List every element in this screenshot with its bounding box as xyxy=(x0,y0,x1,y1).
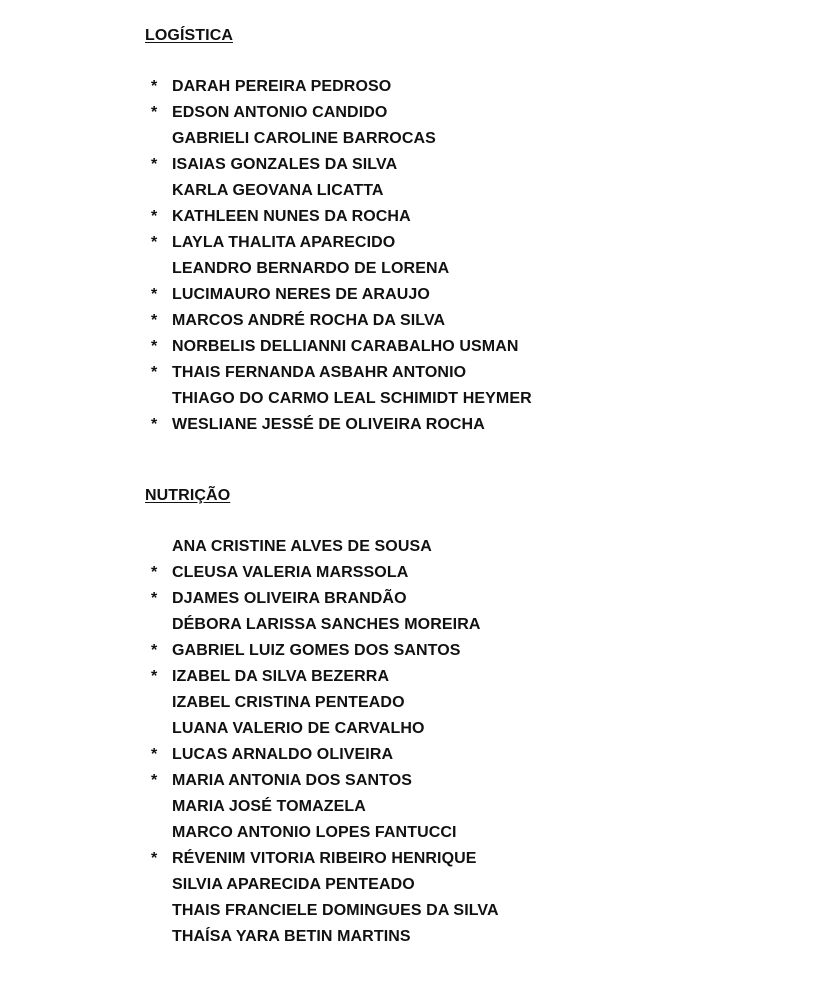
person-name: MARCO ANTONIO LOPES FANTUCCI xyxy=(172,824,457,841)
asterisk-marker: * xyxy=(151,338,158,355)
list-item xyxy=(0,690,833,716)
person-name: MARIA ANTONIA DOS SANTOS xyxy=(172,772,413,789)
list-item xyxy=(0,612,833,638)
section-title: NUTRIÇÃO xyxy=(145,487,231,504)
asterisk-marker: * xyxy=(151,850,158,867)
asterisk-marker: * xyxy=(151,642,158,659)
list-item xyxy=(0,560,833,586)
asterisk-marker: * xyxy=(151,312,158,329)
asterisk-marker: * xyxy=(151,564,158,581)
asterisk-marker: * xyxy=(151,234,158,251)
asterisk-marker: * xyxy=(151,286,158,303)
list-item xyxy=(0,898,833,924)
list-item xyxy=(0,846,833,872)
list-item xyxy=(0,360,833,386)
asterisk-marker: * xyxy=(151,590,158,607)
list-item xyxy=(0,282,833,308)
list-item xyxy=(0,586,833,612)
person-name: IZABEL CRISTINA PENTEADO xyxy=(172,694,405,711)
person-name: LUCAS ARNALDO OLIVEIRA xyxy=(172,746,394,763)
person-name: MARIA JOSÉ TOMAZELA xyxy=(172,798,366,815)
list-item xyxy=(0,308,833,334)
list-item xyxy=(0,638,833,664)
asterisk-marker: * xyxy=(151,668,158,685)
list-item xyxy=(0,872,833,898)
list-item xyxy=(0,716,833,742)
list-item xyxy=(0,100,833,126)
person-name: LUANA VALERIO DE CARVALHO xyxy=(172,720,425,737)
person-name: DARAH PEREIRA PEDROSO xyxy=(172,78,392,95)
person-name: THAIS FERNANDA ASBAHR ANTONIO xyxy=(172,364,467,381)
person-name: THAIS FRANCIELE DOMINGUES DA SILVA xyxy=(172,902,499,919)
person-name: CLEUSA VALERIA MARSSOLA xyxy=(172,564,409,581)
person-name: RÉVENIM VITORIA RIBEIRO HENRIQUE xyxy=(172,850,477,867)
person-name: DÉBORA LARISSA SANCHES MOREIRA xyxy=(172,616,481,633)
list-item xyxy=(0,768,833,794)
person-name: IZABEL DA SILVA BEZERRA xyxy=(172,668,390,685)
person-name: MARCOS ANDRÉ ROCHA DA SILVA xyxy=(172,312,446,329)
list-item xyxy=(0,204,833,230)
names-list xyxy=(0,74,833,438)
asterisk-marker: * xyxy=(151,416,158,433)
asterisk-marker: * xyxy=(151,104,158,121)
person-name: LEANDRO BERNARDO DE LORENA xyxy=(172,260,450,277)
section-title: LOGÍSTICA xyxy=(145,27,234,44)
person-name: ANA CRISTINE ALVES DE SOUSA xyxy=(172,538,432,555)
list-item xyxy=(0,386,833,412)
list-item xyxy=(0,534,833,560)
person-name: THIAGO DO CARMO LEAL SCHIMIDT HEYMER xyxy=(172,390,532,407)
person-name: GABRIELI CAROLINE BARROCAS xyxy=(172,130,436,147)
person-name: LUCIMAURO NERES DE ARAUJO xyxy=(172,286,430,303)
person-name: KATHLEEN NUNES DA ROCHA xyxy=(172,208,411,225)
asterisk-marker: * xyxy=(151,78,158,95)
asterisk-marker: * xyxy=(151,208,158,225)
asterisk-marker: * xyxy=(151,156,158,173)
person-name: THAÍSA YARA BETIN MARTINS xyxy=(172,928,411,945)
person-name: SILVIA APARECIDA PENTEADO xyxy=(172,876,415,893)
list-item xyxy=(0,256,833,282)
list-item xyxy=(0,152,833,178)
list-item xyxy=(0,820,833,846)
list-item xyxy=(0,924,833,950)
asterisk-marker: * xyxy=(151,746,158,763)
list-item xyxy=(0,126,833,152)
person-name: KARLA GEOVANA LICATTA xyxy=(172,182,384,199)
asterisk-marker: * xyxy=(151,772,158,789)
list-item xyxy=(0,178,833,204)
person-name: EDSON ANTONIO CANDIDO xyxy=(172,104,388,121)
names-list xyxy=(0,534,833,950)
asterisk-marker: * xyxy=(151,364,158,381)
person-name: LAYLA THALITA APARECIDO xyxy=(172,234,396,251)
list-item xyxy=(0,664,833,690)
person-name: DJAMES OLIVEIRA BRANDÃO xyxy=(172,590,407,607)
person-name: NORBELIS DELLIANNI CARABALHO USMAN xyxy=(172,338,519,355)
list-item xyxy=(0,230,833,256)
list-item xyxy=(0,412,833,438)
list-item xyxy=(0,334,833,360)
list-item xyxy=(0,74,833,100)
person-name: ISAIAS GONZALES DA SILVA xyxy=(172,156,398,173)
list-item xyxy=(0,794,833,820)
person-name: GABRIEL LUIZ GOMES DOS SANTOS xyxy=(172,642,461,659)
person-name: WESLIANE JESSÉ DE OLIVEIRA ROCHA xyxy=(172,416,485,433)
list-item xyxy=(0,742,833,768)
